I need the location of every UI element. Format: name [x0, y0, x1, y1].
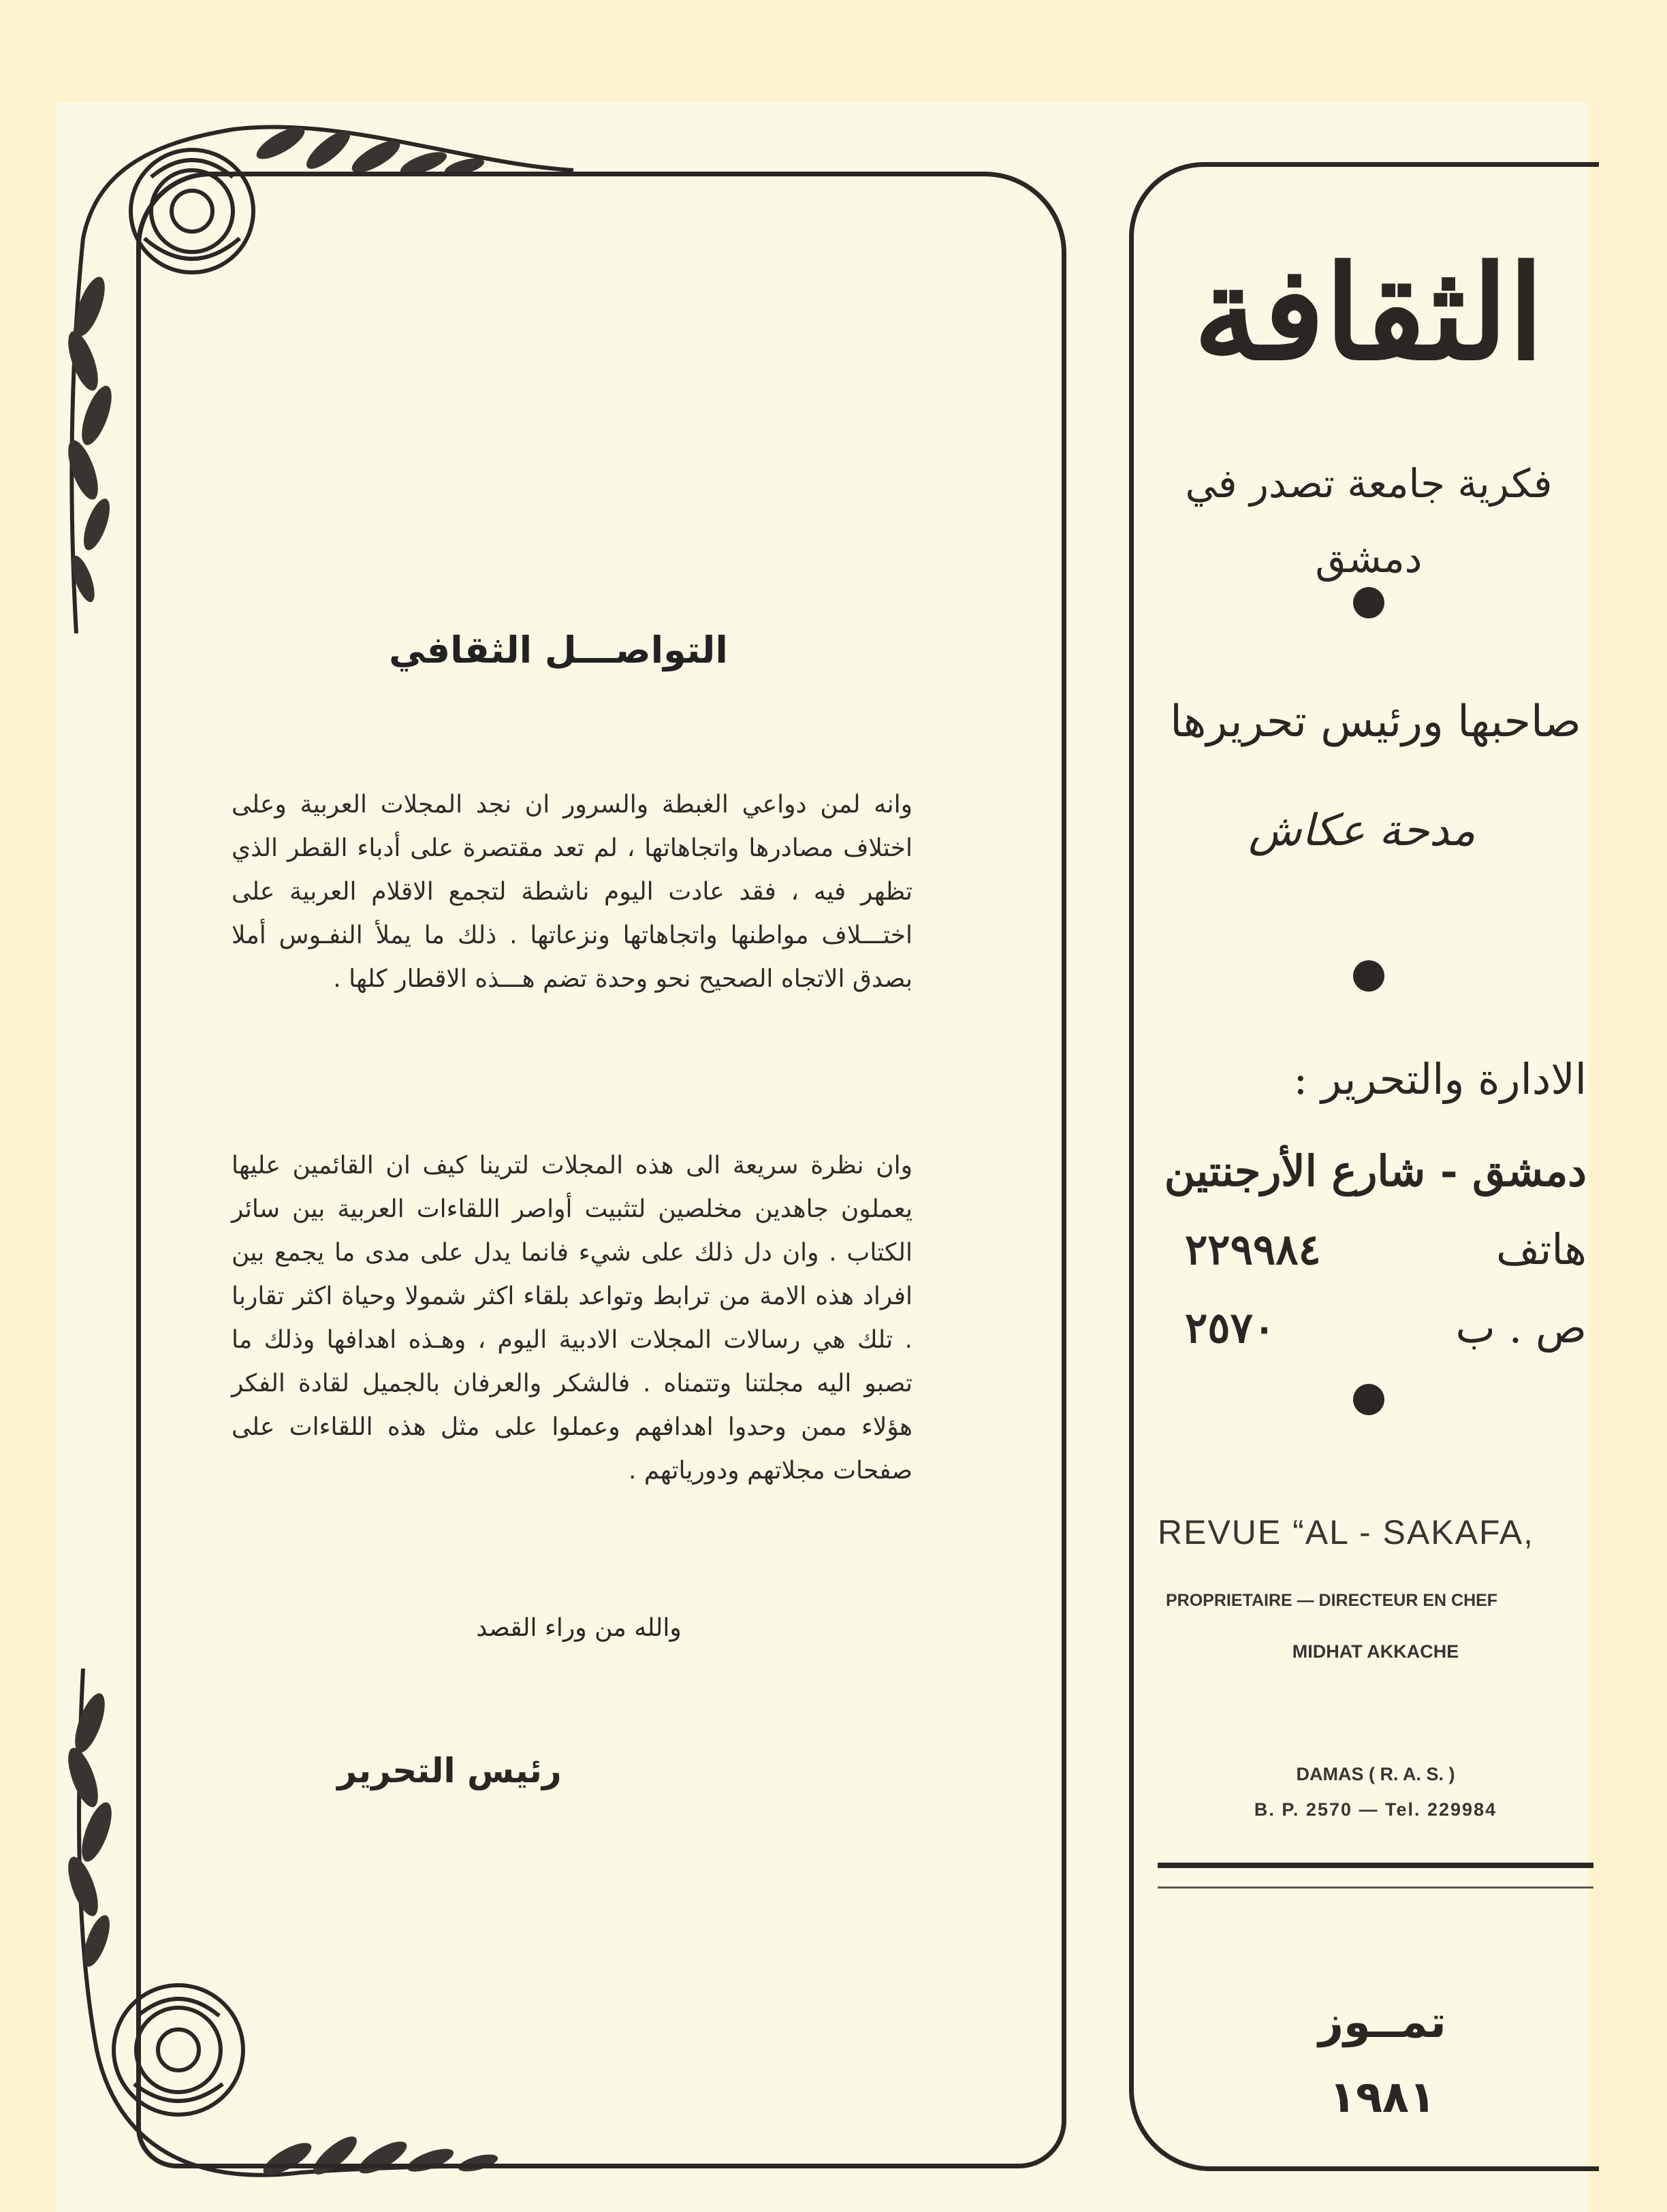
- owner-label: صاحبها ورئيس تحريرها: [1170, 697, 1581, 747]
- issue-month: تمــوز: [1318, 1997, 1446, 2048]
- bullet-dot-icon: [1353, 960, 1384, 992]
- phone-row: [1158, 1216, 1587, 1284]
- administration-label: الادارة والتحرير :: [1293, 1054, 1587, 1104]
- revue-name: REVUE “AL - SAKAFA,: [1158, 1513, 1534, 1551]
- revue-owner: MIDHAT AKKACHE: [1292, 1641, 1459, 1662]
- revue-contact: B. P. 2570 — Tel. 229984: [1254, 1799, 1497, 1820]
- pobox-row: [1158, 1294, 1587, 1362]
- owner-name: مدحة عكاش: [1248, 806, 1476, 856]
- article-paragraph-1: وانه لمن دواعي الغبطة والسرور ان نجد المجلات العربية وعلى اختلاف مصادرها واتجاهاتها ، لم تعد مقتصرة على أدباء القطر الذي تظهر فيه ، فقد عادت اليوم ناشطة لتجمع الاقلام العربية على اختـــلاف مواطنها واتجاهاتها ونزعاتها . ذلك ما يملأ النفـوس أملا بصدق الاتجاه الصحيح نحو وحدة تضم هـــذه الاقطار كلها .: [232, 791, 912, 993]
- editor-signature: رئيس التحرير: [337, 1751, 562, 1790]
- bullet-dot-icon: [1353, 1384, 1384, 1415]
- pobox-number: ٢٥٧٠: [1185, 1303, 1276, 1353]
- magazine-title: الثقافة: [1193, 237, 1544, 389]
- closing-line: والله من وراء القصد: [476, 1614, 682, 1642]
- article-title: التواصـــل الثقافي: [389, 629, 728, 672]
- issue-year: ١٩٨١: [1329, 2072, 1436, 2123]
- revue-city: DAMAS ( R. A. S. ): [1296, 1764, 1455, 1784]
- revue-roles: PROPRIETAIRE — DIRECTEUR EN CHEF: [1166, 1591, 1498, 1610]
- phone-number: ٢٢٩٩٨٤: [1185, 1224, 1321, 1274]
- divider-rule: [1158, 1863, 1593, 1868]
- address: دمشق - شارع الأرجنتين: [1164, 1146, 1587, 1196]
- pobox-label: ص . ب: [1455, 1303, 1587, 1353]
- article-paragraph-2: وان نظرة سريعة الى هذه المجلات لترينا كيف ان القائمين عليها يعملون جاهدين مخلصين لتثبيت أواصر اللقاءات العربية بين سائر الكتاب . وان دل ذلك على شيء فانما يدل على مدى ما يجمع بين افراد هذه الامة من ترابط وتواعد بلقاء اكثر شمولا وحياة اكثر تقاربا . تلك هي رسالات المجلات الادبية اليوم ، وهـذه اهدافها وذلك ما تصبو اليه مجلتنا وتتمناه . فالشكر والعرفان بالجميل لقادة الفكر هؤلاء ممن وحدوا اهدافهم وعملوا على مثل هذه اللقاءات على صفحات مجلاتهم ودورياتهم .: [232, 1152, 912, 1485]
- divider-rule-thin: [1158, 1886, 1593, 1889]
- magazine-subtitle: فكرية جامعة تصدر في دمشق: [1185, 460, 1553, 582]
- phone-label: هاتف: [1495, 1224, 1587, 1274]
- bullet-dot-icon: [1353, 587, 1384, 618]
